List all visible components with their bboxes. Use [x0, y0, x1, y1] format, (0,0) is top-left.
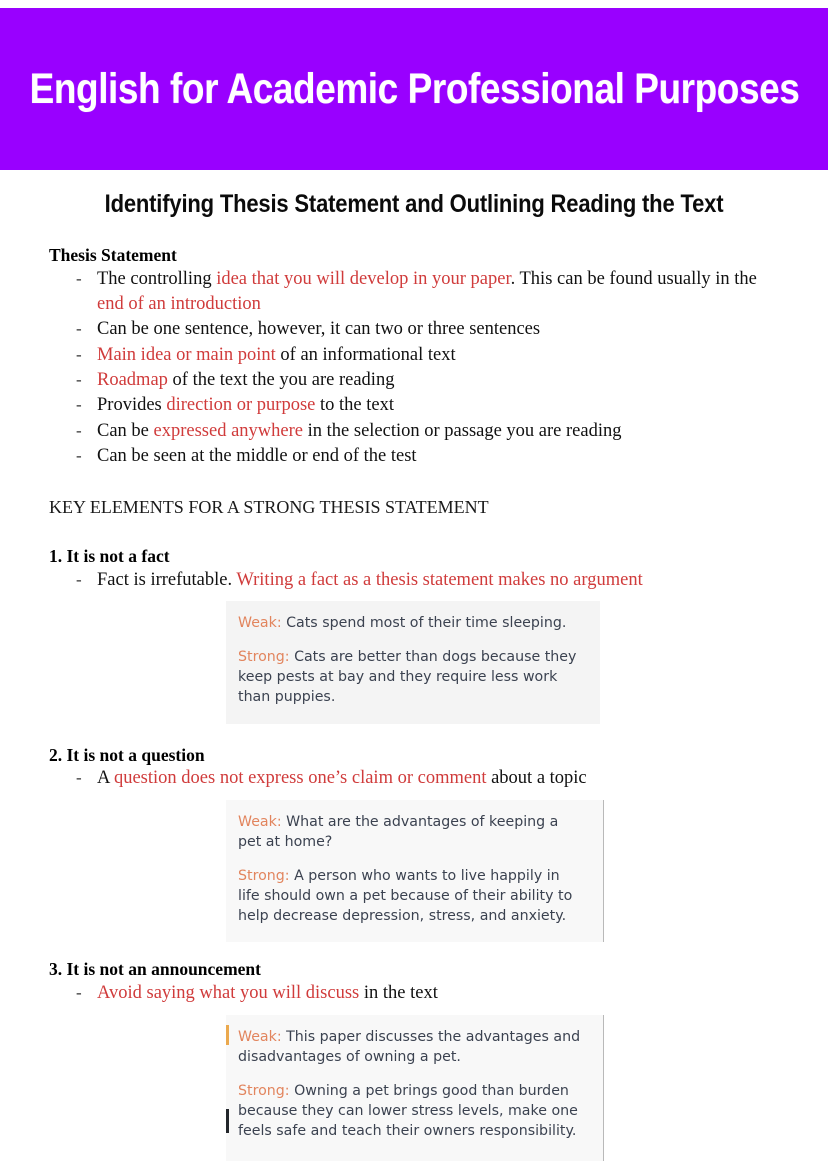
weak-text: Cats spend most of their time sleeping.: [281, 614, 567, 631]
weak-text: What are the advantages of keeping a pet at home?: [238, 813, 559, 850]
element-heading-1: 1. It is not a fact: [49, 545, 170, 566]
list-item: [76, 419, 828, 444]
banner-title: English for Academic Professional Purposes: [29, 64, 799, 113]
highlighted-text: idea that you will develop in your paper: [216, 268, 511, 289]
highlighted-text: Roadmap: [97, 370, 168, 391]
weak-example-2: [238, 812, 583, 852]
header-banner: [0, 8, 828, 170]
element-list-2: [0, 766, 828, 791]
body-text: of an informational text: [275, 344, 456, 365]
highlighted-text: Writing a fact as a thesis statement makes no argument: [236, 569, 643, 590]
body-text: A: [97, 768, 114, 789]
thesis-statement-heading: Thesis Statement: [49, 245, 177, 265]
list-item: [76, 368, 828, 393]
highlighted-text: direction or purpose: [166, 395, 316, 416]
body-text: Can be: [97, 420, 154, 441]
strong-text: Owning a pet brings good than burden because they can lower stress levels, make one feels safe and teach their owners responsibility.: [238, 1082, 578, 1140]
highlighted-text: Avoid saying what you will discuss: [97, 983, 360, 1004]
list-item: [76, 393, 828, 418]
strong-label: Strong:: [238, 1082, 290, 1099]
thesis-statement-list: [0, 267, 828, 470]
element-list-3: [0, 981, 828, 1006]
weak-accent-bar: [226, 1025, 229, 1045]
body-text: Can be one sentence, however, it can two or three sentences: [97, 319, 541, 340]
strong-accent-bar: [226, 1109, 229, 1133]
strong-text: A person who wants to live happily in life should own a pet because of their ability to help decrease depression, stress, and anxiety.: [238, 868, 573, 925]
list-item: [76, 317, 828, 342]
body-text: to the text: [315, 395, 394, 416]
body-text: in the selection or passage you are reading: [303, 420, 622, 441]
highlighted-text: expressed anywhere: [153, 420, 303, 441]
body-text: Fact is irrefutable.: [97, 569, 237, 590]
strong-label: Strong:: [238, 649, 290, 666]
key-elements-heading: KEY ELEMENTS FOR A STRONG THESIS STATEMENT: [49, 496, 489, 517]
example-box-2: [226, 800, 604, 943]
body-text: in the text: [359, 983, 438, 1004]
body-text: about a topic: [486, 768, 587, 789]
highlighted-text: Main idea or main point: [97, 344, 276, 365]
weak-label: Weak:: [238, 1028, 282, 1045]
strong-example-2: [238, 866, 583, 926]
highlighted-text: question does not express one’s claim or comment: [113, 768, 487, 789]
strong-label: Strong:: [238, 868, 290, 885]
body-text: The controlling: [97, 268, 217, 289]
weak-label: Weak:: [238, 813, 282, 830]
strong-example-1: [238, 647, 582, 707]
weak-label: Weak:: [238, 614, 282, 631]
weak-example-3: [238, 1027, 583, 1067]
body-text: . This can be found usually in the: [510, 268, 757, 289]
page-subtitle: Identifying Thesis Statement and Outlining Reading the Text: [104, 190, 724, 218]
list-item: [76, 568, 828, 593]
body-text: of the text the you are reading: [167, 370, 395, 391]
strong-text: Cats are better than dogs because they keep pests at bay and they require less work than puppies.: [238, 649, 577, 706]
list-item: [76, 343, 828, 368]
weak-example-1: [238, 613, 582, 633]
element-list-1: [0, 568, 828, 593]
strong-example-3: [238, 1081, 583, 1141]
document-body: [0, 244, 828, 1161]
list-item: [76, 444, 828, 469]
example-box-1: [226, 601, 600, 724]
weak-text: This paper discusses the advantages and disadvantages of owning a pet.: [238, 1028, 581, 1065]
highlighted-text: end of an introduction: [97, 294, 261, 315]
list-item: [76, 766, 828, 791]
list-item: [76, 981, 828, 1006]
element-heading-2: 2. It is not a question: [49, 744, 205, 765]
element-heading-3: 3. It is not an announcement: [49, 959, 261, 980]
list-item: [76, 267, 828, 318]
body-text: Can be seen at the middle or end of the test: [97, 446, 417, 467]
body-text: Provides: [97, 395, 167, 416]
example-box-3: [226, 1015, 604, 1161]
